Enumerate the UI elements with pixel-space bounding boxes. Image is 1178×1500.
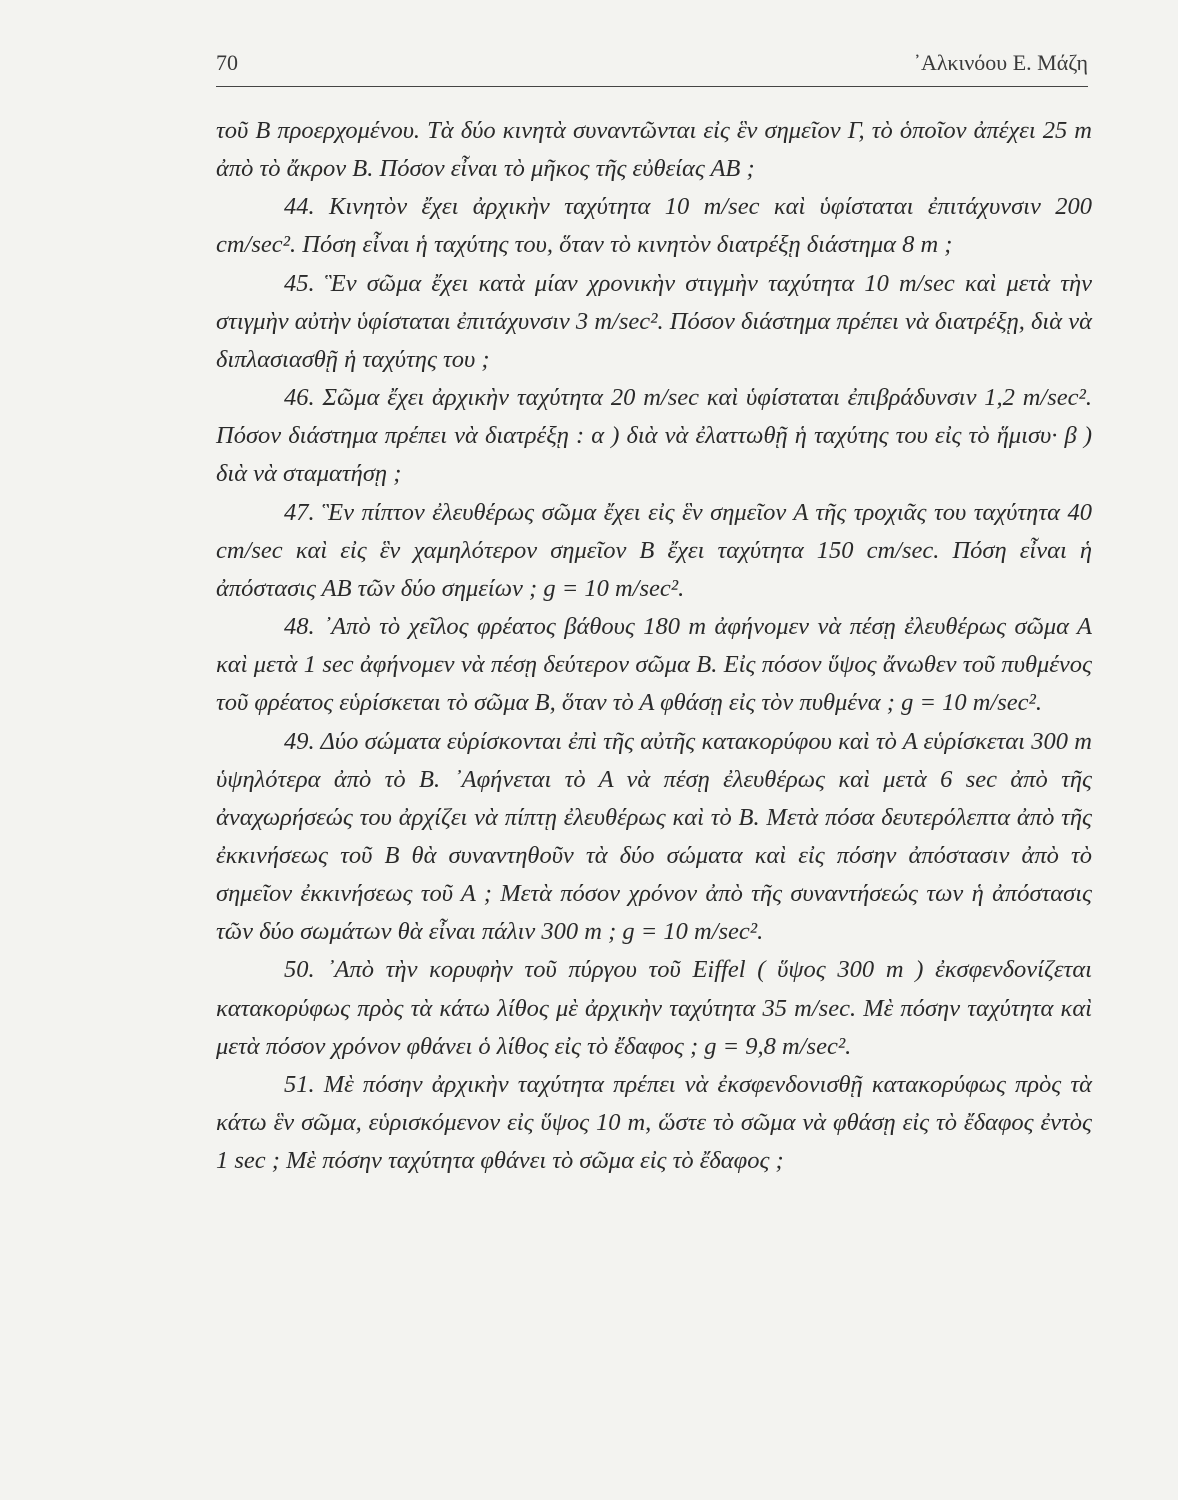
- exercise-44: 44. Κινητὸν ἔχει ἀρχικὴν ταχύτητα 10 m/sec καὶ ὑφίσταται ἐπιτάχυνσιν 200 cm/sec². Πόση εἶναι ἡ ταχύτης του, ὅταν τὸ κινητὸν διατρέξῃ διάστημα 8 m ;: [216, 193, 1092, 259]
- exercise-47: 47. Ἓν πίπτον ἐλευθέρως σῶμα ἔχει εἰς ἓν σημεῖον Α τῆς τροχιᾶς του ταχύτητα 40 cm/sec καὶ εἰς ἓν χαμηλότερον σημεῖον Β ἔχει ταχύτητα 150 cm/sec. Πόση εἶναι ἡ ἀπόστασις ΑΒ τῶν δύο σημείων ; g = 10 m/sec².: [216, 498, 1092, 602]
- running-title: ᾽Αλκινόου Ε. Μάζη: [913, 50, 1088, 75]
- exercise-48: 48. ᾽Απὸ τὸ χεῖλος φρέατος βάθους 180 m ἀφήνομεν νὰ πέσῃ ἐλευθέρως σῶμα Α καὶ μετὰ 1 sec ἀφήνομεν νὰ πέσῃ δεύτερον σῶμα Β. Εἰς πόσον ὕψος ἄνωθεν τοῦ πυθμένος τοῦ φρέατος εὑρίσκεται τὸ σῶμα Β, ὅταν τὸ Α φθάσῃ εἰς τὸν πυθμένα ; g = 10 m/sec².: [216, 613, 1092, 717]
- paragraph-continuation: τοῦ Β προερχομένου. Τὰ δύο κινητὰ συναντῶνται εἰς ἓν σημεῖον Γ, τὸ ὁποῖον ἀπέχει 25 m ἀπὸ τὸ ἄκρον Β. Πόσον εἶναι τὸ μῆκος τῆς εὐθείας ΑΒ ;: [216, 117, 1092, 183]
- exercise-50: 50. ᾽Απὸ τὴν κορυφὴν τοῦ πύργου τοῦ Eiffel ( ὕψος 300 m ) ἐκσφενδονίζεται κατακορύφως πρὸς τὰ κάτω λίθος μὲ ἀρχικὴν ταχύτητα 35 m/sec. Μὲ πόσην ταχύτητα καὶ μετὰ πόσον χρόνον φθάνει ὁ λίθος εἰς τὸ ἔδαφος ; g = 9,8 m/sec².: [216, 956, 1092, 1060]
- page-number: 70: [216, 50, 238, 75]
- exercise-51: 51. Μὲ πόσην ἀρχικὴν ταχύτητα πρέπει νὰ ἐκσφενδονισθῇ κατακορύφως πρὸς τὰ κάτω ἓν σῶμα, εὑρισκόμενον εἰς ὕψος 10 m, ὥστε τὸ σῶμα νὰ φθάσῃ εἰς τὸ ἔδαφος ἐντὸς 1 sec ; Μὲ πόσην ταχύτητα φθάνει τὸ σῶμα εἰς τὸ ἔδαφος ;: [216, 1070, 1092, 1175]
- exercise-45: 45. Ἓν σῶμα ἔχει κατὰ μίαν χρονικὴν στιγμὴν ταχύτητα 10 m/sec καὶ μετὰ τὴν στιγμὴν αὐτὴν ὑφίσταται ἐπιτάχυνσιν 3 m/sec². Πόσον διάστημα πρέπει νὰ διατρέξῃ, διὰ νὰ διπλασιασθῇ ἡ ταχύτης του ;: [216, 269, 1092, 373]
- page-header: [216, 44, 1088, 84]
- exercise-46: 46. Σῶμα ἔχει ἀρχικὴν ταχύτητα 20 m/sec καὶ ὑφίσταται ἐπιβράδυνσιν 1,2 m/sec². Πόσον διάστημα πρέπει νὰ διατρέξῃ : α ) διὰ νὰ ἐλαττωθῇ ἡ ταχύτης του εἰς τὸ ἥμισυ· β ) διὰ νὰ σταματήσῃ ;: [216, 384, 1092, 488]
- exercise-49: 49. Δύο σώματα εὑρίσκονται ἐπὶ τῆς αὐτῆς κατακορύφου καὶ τὸ Α εὑρίσκεται 300 m ὑψηλότερα ἀπὸ τὸ Β. ᾽Αφήνεται τὸ Α νὰ πέσῃ ἐλευθέρως καὶ μετὰ 6 sec ἀπὸ τῆς ἀναχωρήσεώς του ἀρχίζει νὰ πίπτῃ ἐλευθέρως καὶ τὸ Β. Μετὰ πόσα δευτερόλεπτα ἀπὸ τῆς ἐκκινήσεως τοῦ Β θὰ συναντηθοῦν τὰ δύο σώματα καὶ εἰς πόσην ἀπόστασιν ἀπὸ τὸ σημεῖον ἐκκινήσεως τοῦ Α ; Μετὰ πόσον χρόνον ἀπὸ τῆς συναντήσεώς των ἡ ἀπόστασις τῶν δύο σωμάτων θὰ εἶναι πάλιν 300 m ; g = 10 m/sec².: [216, 727, 1092, 946]
- body-text: [216, 112, 1092, 1180]
- header-rule: [216, 86, 1088, 87]
